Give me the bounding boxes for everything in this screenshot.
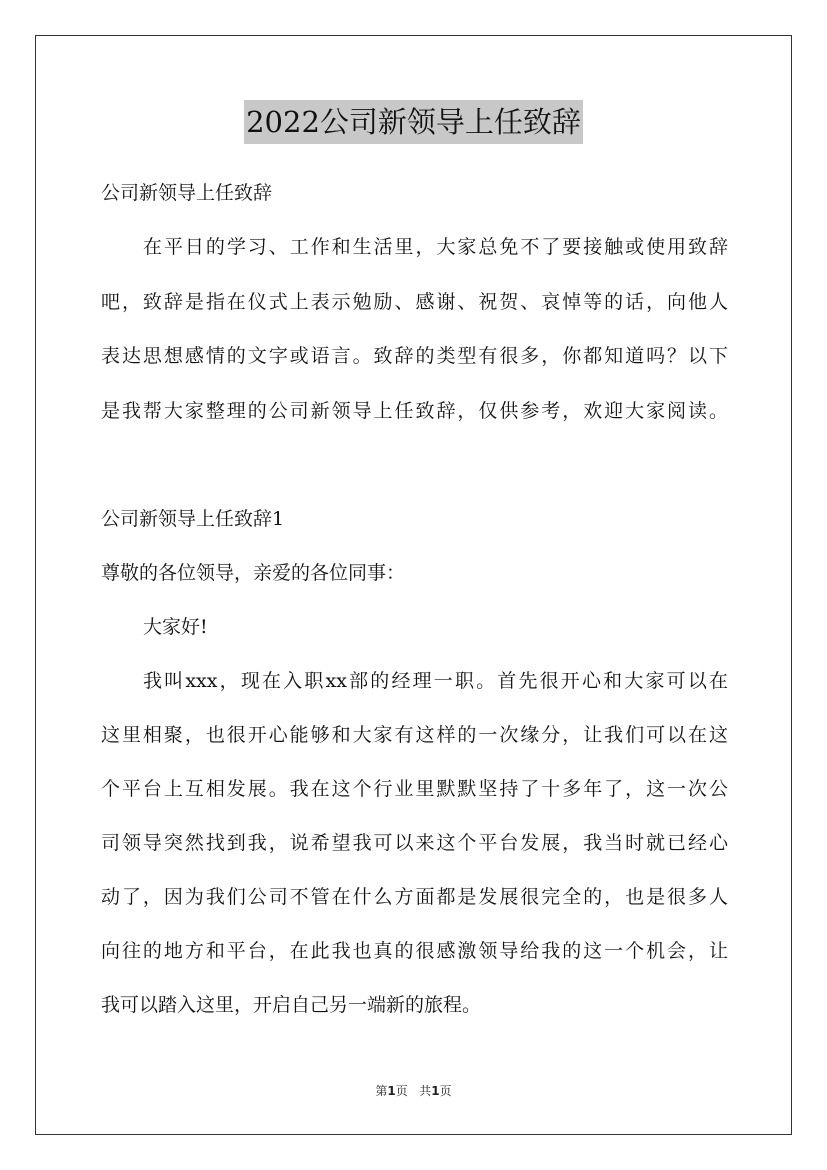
intro-line-3: 表达思想感情的文字或语言。致辞的类型有很多，你都知道吗？以下 xyxy=(101,345,728,367)
body-line-6: 向往的地方和平台，在此我也真的很感激领导给我的这一个机会，让 xyxy=(101,940,728,962)
intro-line-1: 在平日的学习、工作和生活里，大家总免不了要接触或使用致辞 xyxy=(143,236,728,258)
total-suffix: 页 xyxy=(439,1084,452,1098)
total-number: 1 xyxy=(431,1084,440,1098)
subtitle: 公司新领导上任致辞 xyxy=(101,182,273,204)
page-footer xyxy=(0,1082,827,1099)
body-line-5: 动了，因为我们公司不管在什么方面都是发展很完全的，也是很多人 xyxy=(101,886,728,908)
total-prefix: 共 xyxy=(419,1084,432,1098)
intro-line-2: 吧，致辞是指在仪式上表示勉励、感谢、祝贺、哀悼等的话，向他人 xyxy=(101,291,728,313)
body-line-7: 我可以踏入这里，开启自己另一端新的旅程。 xyxy=(101,994,482,1016)
section-heading: 公司新领导上任致辞1 xyxy=(101,508,285,530)
title-container xyxy=(0,100,827,144)
body-line-2: 这里相聚，也很开心能够和大家有这样的一次缘分，让我们可以在这 xyxy=(101,724,728,746)
page-prefix: 第 xyxy=(375,1084,388,1098)
salutation: 尊敬的各位领导，亲爱的各位同事： xyxy=(101,562,406,584)
intro-line-4: 是我帮大家整理的公司新领导上任致辞，仅供参考，欢迎大家阅读。 xyxy=(101,400,728,422)
page-number: 1 xyxy=(387,1084,396,1098)
body-line-4: 司领导突然找到我，说希望我可以来这个平台发展，我当时就已经心 xyxy=(101,832,728,854)
body-line-3: 个平台上互相发展。我在这个行业里默默坚持了十多年了，这一次公 xyxy=(101,778,728,800)
page-suffix: 页 xyxy=(395,1084,408,1098)
document-title: 2022公司新领导上任致辞 xyxy=(244,100,583,144)
body-line-1: 我叫xxx，现在入职xx部的经理一职。首先很开心和大家可以在 xyxy=(143,670,728,692)
greeting: 大家好! xyxy=(143,616,208,638)
